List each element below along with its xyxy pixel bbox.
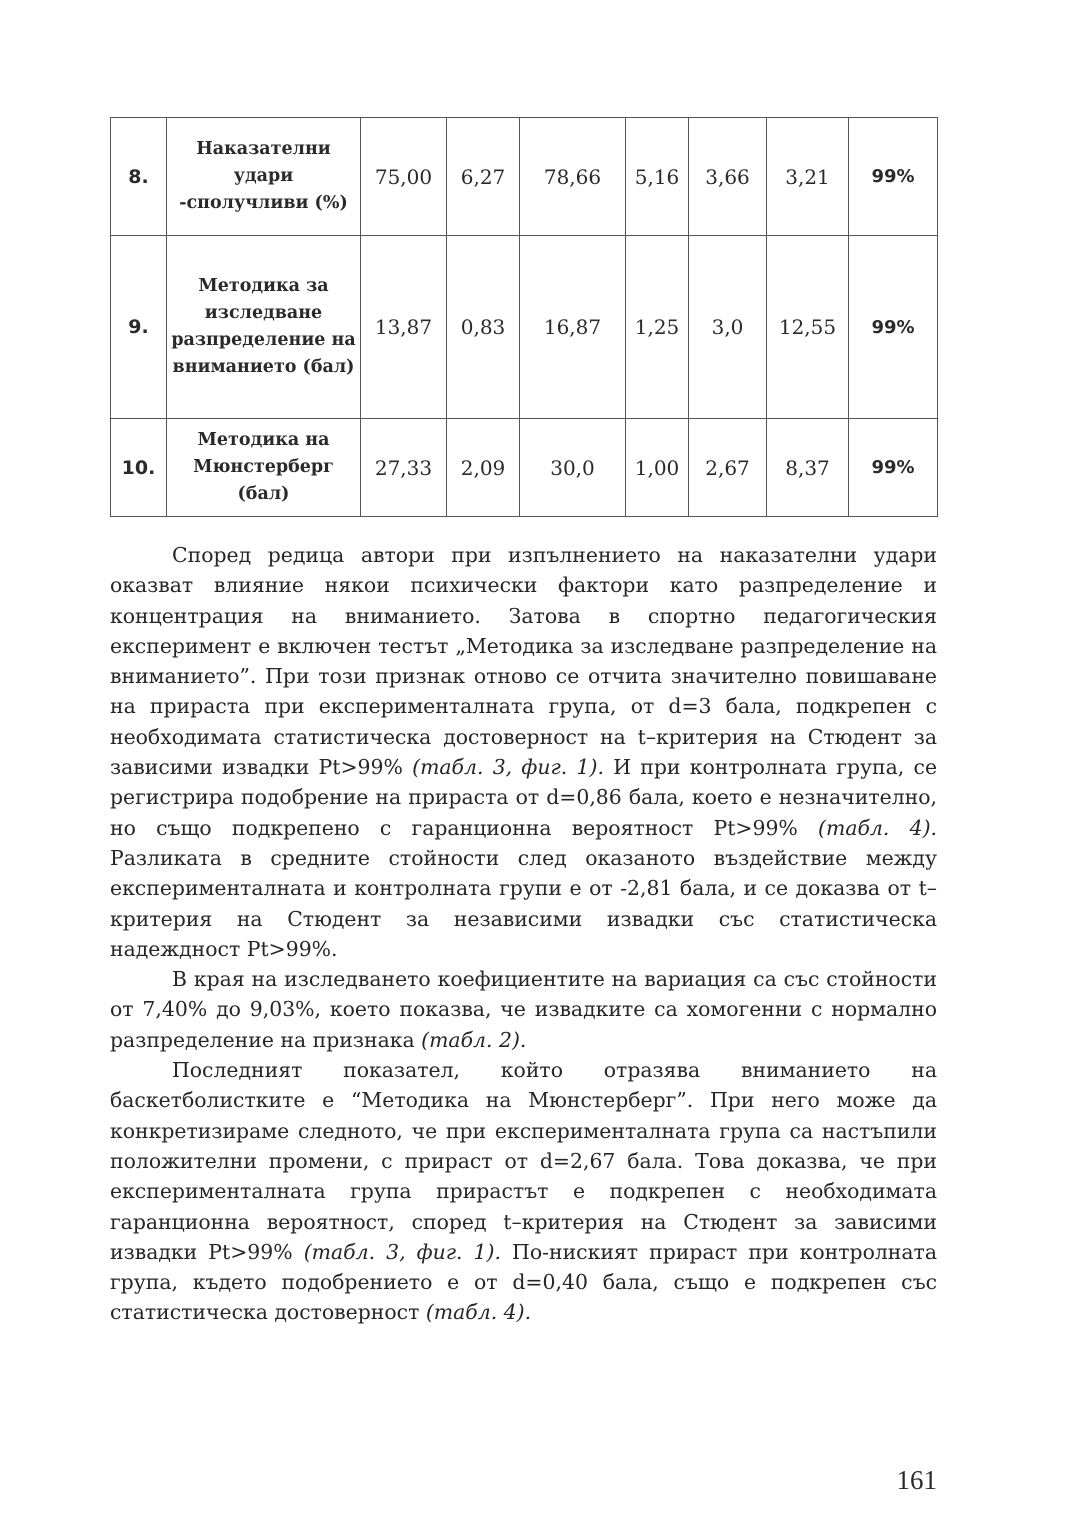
paragraph-text: В края на изследването коефициентите на вариация са със стойности от 7,40% до 9,03%, което показва, че извадките са хомогенни с нормално разпределение на признака: [110, 967, 937, 1052]
table-cell: 2,67: [689, 419, 767, 517]
table-reference: (табл. 3, фиг. 1).: [412, 755, 604, 780]
paragraph: [110, 1055, 937, 1328]
significance-cell: 99%: [849, 118, 938, 236]
table-cell: 75,00: [361, 118, 447, 236]
paragraph-text: Разликата в средните стойности след оказаното въздействие между експерименталната и контролната групи е от -2,81 бала, и се доказва от t–критерия на Стюдент за независими извадки със статистическа надеждност Pt>99%.: [110, 845, 937, 961]
table-cell: 3,66: [689, 118, 767, 236]
paragraph: [110, 964, 937, 1055]
table-cell: 3,0: [689, 236, 767, 419]
table-cell: 6,27: [447, 118, 520, 236]
paragraph: [110, 540, 937, 964]
table-reference: (табл. 3, фиг. 1).: [303, 1239, 501, 1264]
paragraph-text: И при контролната група, се регистрира подобрение на прираста от d=0,86 бала, което е незначително, но също подкрепено с гаранционна вероятност Pt>99%: [110, 755, 938, 840]
table-cell: 3,21: [767, 118, 849, 236]
row-number: 8.: [111, 118, 167, 236]
table-row: [111, 419, 938, 517]
table-reference: (табл. 2).: [421, 1027, 527, 1052]
indicator-name: Наказателни удари -сполучливи (%): [167, 118, 361, 236]
indicator-name: Методика за изследване разпределение на вниманието (бал): [167, 236, 361, 419]
body-text: [110, 540, 937, 1328]
paragraph-text: По-ниският прираст при контролната група, където подобрението е от d=0,40 бала, също е подкрепен със статистическа достоверност: [110, 1239, 937, 1325]
page-number: 161: [896, 1465, 937, 1495]
paragraph-text: Последният показател, който отразява вниманието на баскетболистките е “Методика на Мюнстерберг”. При него може да конкретизираме следното, че при експерименталната група са настъпили положителни промени, с прираст от d=2,67 бала. Това доказва, че при експерименталната група прирастът е подкрепен с необходимата гаранционна вероятност, според t–критерия на Стюдент за зависими извадки Pt>99%: [110, 1058, 937, 1264]
table-cell: 1,25: [626, 236, 689, 419]
table-cell: 78,66: [520, 118, 626, 236]
row-number: 9.: [111, 236, 167, 419]
significance-cell: 99%: [849, 419, 938, 517]
table-cell: 8,37: [767, 419, 849, 517]
significance-cell: 99%: [849, 236, 938, 419]
table-reference: (табл. 4).: [818, 815, 938, 840]
table-cell: 5,16: [626, 118, 689, 236]
paragraph-text: Според редица автори при изпълнението на наказателни удари оказват влияние някои психически фактори като разпределение и концентрация на вниманието. Затова в спортно педагогическия експеримент е включен тестът „Методика за изследване разпределение на вниманието”. При този признак отново се отчита значително повишаване на прираста при експерименталната група, от d=3 бала, подкрепен с необходимата статистическа достоверност на t–критерия на Стюдент за зависими извадки Pt>99%: [110, 543, 937, 780]
indicator-name: Методика на Мюнстерберг (бал): [167, 419, 361, 517]
results-table: [110, 117, 938, 517]
table-cell: 12,55: [767, 236, 849, 419]
table-cell: 27,33: [361, 419, 447, 517]
table-row: [111, 118, 938, 236]
table-cell: 13,87: [361, 236, 447, 419]
table-cell: 16,87: [520, 236, 626, 419]
table-row: [111, 236, 938, 419]
table-cell: 0,83: [447, 236, 520, 419]
table-cell: 1,00: [626, 419, 689, 517]
table-reference: (табл. 4).: [425, 1300, 532, 1325]
row-number: 10.: [111, 419, 167, 517]
table-cell: 2,09: [447, 419, 520, 517]
table-cell: 30,0: [520, 419, 626, 517]
